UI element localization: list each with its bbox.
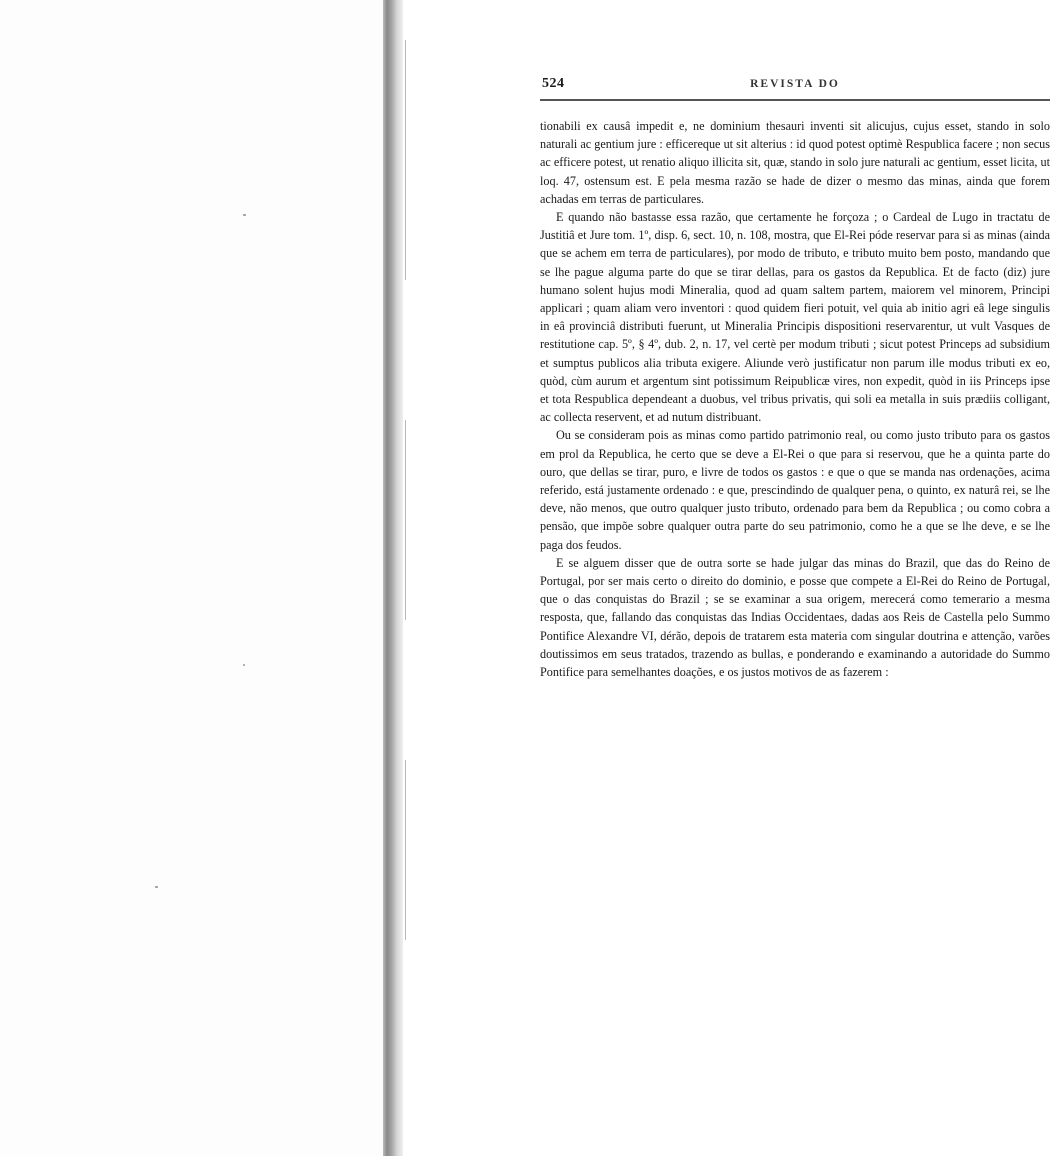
running-title: REVISTA DO bbox=[750, 78, 840, 90]
printed-page bbox=[540, 0, 1050, 1156]
gutter-shadow-line bbox=[405, 420, 406, 620]
paragraph-continuation: tionabili ex causâ impedit e, ne dominium thesauri inventi sit alicujus, cujus esset, stando in solo naturali ac gentium jure : efficereque ut sit alterius : id quod potest optimè Respublica facere ; non secus ac efficere potest, ut renatio aliquo illicita sit, quæ, stando in solo jure naturali ac gentium, esset licita, ut loq. 47, ostensum est. E pela mesma razão se hade de dizer o mesmo das minas, ainda que forem achadas em terras de particulares. bbox=[540, 119, 1050, 206]
paper-speck bbox=[243, 664, 245, 666]
gutter-shadow-line bbox=[405, 40, 406, 280]
gutter-shadow-line bbox=[405, 760, 406, 940]
body-text bbox=[540, 117, 1050, 681]
running-head bbox=[540, 76, 1050, 98]
paragraph-minas-tributo: Ou se consideram pois as minas como partido patrimonio real, ou como justo tributo para os gastos em prol da Republica, he certo que se deve a El-Rei o que para si reservou, que he a quinta parte do ouro, que dellas se tirar, puro, e livre de todos os gastos : e que o que se manda nas ordenações, acima referido, está justamente ordenado : e que, prescindindo de qualquer pena, o quinto, ex naturâ rei, se lhe deve, não menos, que outro qualquer justo tributo, ordenado para bem da Republica ; ou como cobra a pensão, que impõe sobre qualquer outra parte do seu patrimonio, como he a que se lhe deve, e se lhe paga dos feudos. bbox=[540, 428, 1050, 552]
blank-left-page bbox=[0, 0, 383, 1156]
paragraph-minas-do-brazil: E se alguem disser que de outra sorte se hade julgar das minas do Brazil, que das do Reino de Portugal, por ser mais certo o direito do dominio, e posse que compete a El-Rei do Reino de Portugal, que o das conquistas do Brazil ; se se examinar a sua origem, merecerá como temerario a mesma resposta, que, fallando das conquistas das Indias Occidentaes, dadas aos Reis de Castella pelo Summo Pontifice Alexandre VI, dérão, depois de tratarem esta materia com singular doutrina e attenção, varões doutissimos em seus tratados, trazendo as bullas, e ponderando e examinando a autoridade do Summo Pontifice para semelhantes doações, e os justos motivos de as fazerem : bbox=[540, 555, 1050, 680]
book-gutter bbox=[383, 0, 403, 1156]
paper-speck bbox=[155, 886, 158, 888]
header-rule bbox=[540, 99, 1050, 101]
paragraph-cardeal-de-lugo: E quando não bastasse essa razão, que certamente he forçoza ; o Cardeal de Lugo in tractatu de Justitiâ et Jure tom. 1º, disp. 6, sect. 10, n. 108, mostra, que El-Rei póde reservar para si as minas (ainda que se achem em terra de particulares), por modo de tributo, e tributo muito bem posto, mandando que se lhe pague alguma parte do que se tirar dellas, para os gastos da Republica. Et de facto (diz) jure humano solent hujus modi Mineralia, quod ad quam saltem partem, maiorem vel minorem, Principi applicari ; quam aliam vero inventori : quod quidem fieri potuit, vel quia ab initio agri eâ lege singulis in eâ provinciâ distributi fuerunt, ut Mineralia Principis dispositioni reservarentur, ut vult Vasques de restitutione cap. 5º, § 4º, dub. 2, n. 17, vel certè per modum tributi ; sicut potest Princeps ad subsidium et sumptus publicos alia tributa exigere. Aliunde verò justificatur non parum ille modus tributi ex eo, quòd, cùm aurum et argentum sint potissimum Reipublicæ vires, non expedit, quòd in iis Princeps ipse et tota Respublica dependeant a duobus, vel tribus privatis, qui soli ea metalla in suis prædiis colligant, ac collecta reservent, et ad nutum distribuant. bbox=[540, 210, 1050, 425]
paper-speck bbox=[243, 214, 246, 216]
page-number: 524 bbox=[542, 76, 565, 91]
